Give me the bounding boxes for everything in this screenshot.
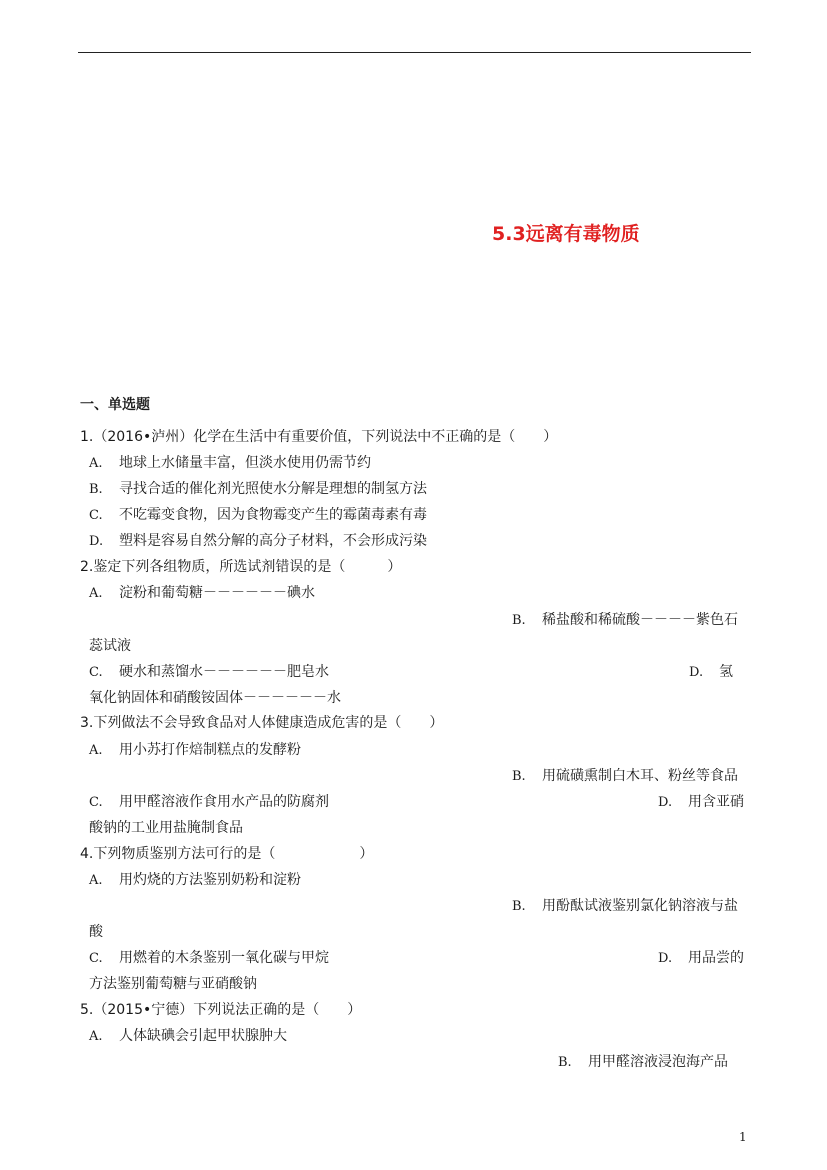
header-rule [78, 52, 751, 53]
question-3-stem: 3.下列做法不会导致食品对人体健康造成危害的是（ ） [80, 715, 444, 731]
option-text: 塑料是容易自然分解的高分子材料，不会形成污染 [119, 533, 427, 549]
question-1-option-d [89, 532, 427, 551]
option-key: C. [89, 508, 103, 523]
option-key: D. [89, 534, 104, 549]
section-heading: 一、单选题 [80, 397, 150, 413]
question-4-option-a [89, 871, 301, 890]
question-2-option-d [689, 663, 733, 682]
question-4-option-d-continued: 方法鉴别葡萄糖与亚硝酸钠 [89, 976, 257, 992]
option-key: A. [89, 873, 103, 888]
option-key: A. [89, 456, 103, 471]
option-text: 用硫磺熏制白木耳、粉丝等食品 [542, 768, 738, 784]
option-text: 用品尝的 [688, 950, 744, 966]
option-key: A. [89, 743, 103, 758]
option-key: C. [89, 951, 103, 966]
option-text: 用甲醛溶液浸泡海产品 [588, 1054, 728, 1070]
question-3-option-d [658, 793, 744, 812]
question-5-stem: 5.（2015•宁德）下列说法正确的是（ ） [80, 1002, 362, 1018]
question-4-option-d [658, 949, 744, 968]
question-4-option-b-continued: 酸 [89, 924, 103, 940]
question-4-option-c [89, 949, 329, 968]
question-5-option-a [89, 1027, 287, 1046]
option-key: D. [689, 665, 704, 680]
option-text: 不吃霉变食物，因为食物霉变产生的霉菌毒素有毒 [119, 507, 427, 523]
option-key: D. [658, 951, 673, 966]
question-5-option-b [558, 1053, 728, 1072]
option-key: A. [89, 1029, 103, 1044]
option-key: A. [89, 586, 103, 601]
option-text: 人体缺碘会引起甲状腺肿大 [119, 1028, 287, 1044]
option-key: C. [89, 665, 103, 680]
option-text: 用酚酞试液鉴别氯化钠溶液与盐 [542, 898, 738, 914]
question-2-option-b-continued: 蕊试液 [89, 638, 131, 654]
option-key: B. [512, 769, 526, 784]
question-2-option-a [89, 584, 315, 603]
question-4-option-b [512, 897, 738, 916]
option-text: 淀粉和葡萄糖－－－－－－碘水 [119, 585, 315, 601]
option-text: 寻找合适的催化剂光照使水分解是理想的制氢方法 [119, 481, 427, 497]
question-4-stem: 4.下列物质鉴别方法可行的是（ ） [80, 846, 374, 862]
question-3-option-b [512, 767, 738, 786]
option-text: 地球上水储量丰富，但淡水使用仍需节约 [119, 455, 371, 471]
option-text: 用甲醛溶液作食用水产品的防腐剂 [119, 794, 329, 810]
page-number: 1 [739, 1130, 747, 1144]
option-key: D. [658, 795, 673, 810]
question-3-option-c [89, 793, 329, 812]
option-key: B. [558, 1055, 572, 1070]
question-2-option-d-continued: 氧化钠固体和硝酸铵固体－－－－－－水 [89, 690, 341, 706]
question-1-option-a [89, 454, 371, 473]
option-text: 用小苏打作焙制糕点的发酵粉 [119, 742, 301, 758]
option-text: 稀盐酸和稀硫酸－－－－紫色石 [542, 612, 738, 628]
question-1-option-b [89, 480, 427, 499]
option-text: 用灼烧的方法鉴别奶粉和淀粉 [119, 872, 301, 888]
question-2-stem: 2.鉴定下列各组物质，所选试剂错误的是（ ） [80, 559, 402, 575]
question-3-option-a [89, 741, 301, 760]
question-1-option-c [89, 506, 427, 525]
option-text: 用燃着的木条鉴别一氧化碳与甲烷 [119, 950, 329, 966]
option-key: B. [512, 899, 526, 914]
option-key: B. [512, 613, 526, 628]
question-1-stem: 1.（2016•泸州）化学在生活中有重要价值，下列说法中不正确的是（ ） [80, 429, 558, 445]
document-title: 5.3远离有毒物质 [492, 223, 640, 245]
question-2-option-c [89, 663, 329, 682]
option-key: C. [89, 795, 103, 810]
option-key: B. [89, 482, 103, 497]
question-2-option-b [512, 611, 738, 630]
option-text: 用含亚硝 [688, 794, 744, 810]
question-3-option-d-continued: 酸钠的工业用盐腌制食品 [89, 820, 243, 836]
option-text: 氢 [719, 664, 733, 680]
option-text: 硬水和蒸馏水－－－－－－肥皂水 [119, 664, 329, 680]
